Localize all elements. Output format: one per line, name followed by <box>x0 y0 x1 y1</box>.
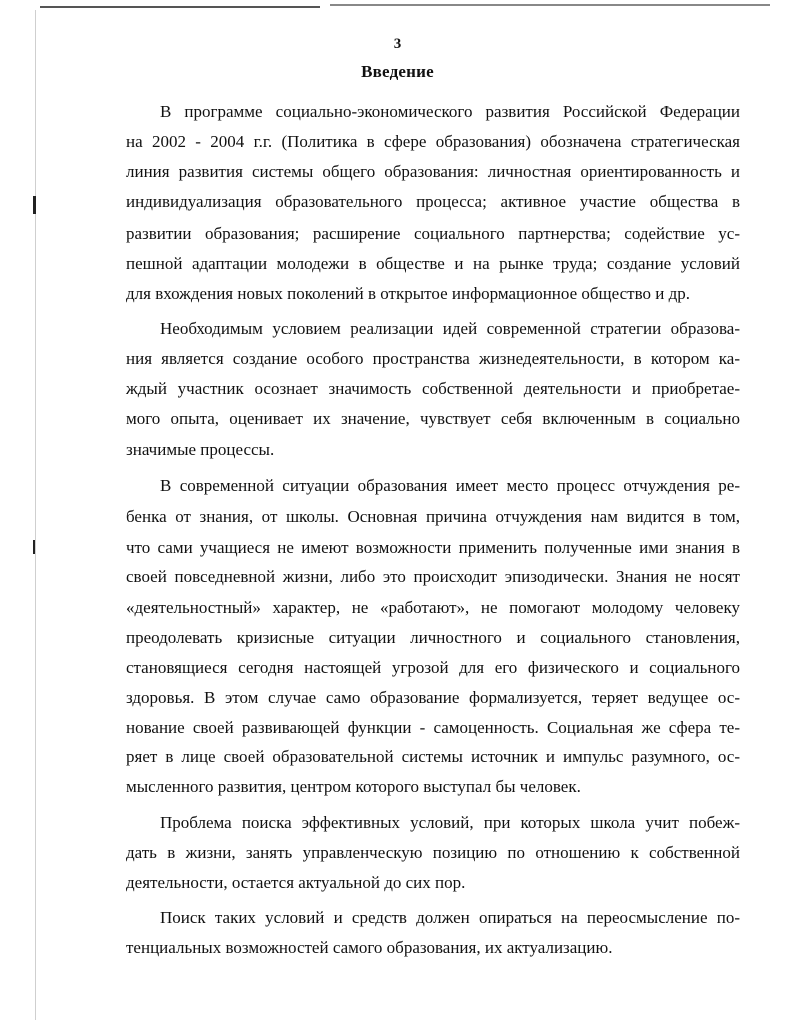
text-line: линия развития системы общего образования: личностная ориентированность и <box>126 162 740 181</box>
binding-margin-mark <box>33 540 35 554</box>
text-line: нование своей развивающей функции - самоценность. Социальная же сфера те- <box>126 718 740 737</box>
text-line: Необходимым условием реализации идей современной стратегии образова- <box>160 319 740 338</box>
text-line: «деятельностный» характер, не «работают», не помогают молодому человеку <box>126 598 740 617</box>
text-line: развитии образования; расширение социального партнерства; содействие ус- <box>126 224 740 243</box>
page-title: Введение <box>361 62 434 81</box>
text-line: на 2002 - 2004 г.г. (Политика в сфере образования) обозначена стратегическая <box>126 132 740 151</box>
page-number: 3 <box>393 36 402 52</box>
text-line: мысленного развития, центром которого выступал бы человек. <box>126 777 581 796</box>
text-line: Поиск таких условий и средств должен опираться на переосмысление по- <box>160 908 740 927</box>
binding-margin-mark <box>33 196 36 214</box>
text-line: тенциальных возможностей самого образования, их актуализацию. <box>126 938 613 957</box>
text-line: преодолевать кризисные ситуации личностного и социального становления, <box>126 628 740 647</box>
text-line: для вхождения новых поколений в открытое информационное общество и др. <box>126 284 690 303</box>
text-line: мого опыта, оценивает их значение, чувствует себя включенным в социально <box>126 409 740 428</box>
text-line: индивидуализация образовательного процесса; активное участие общества в <box>126 192 740 211</box>
scan-edge-line <box>40 6 320 8</box>
binding-margin-line <box>35 10 36 1020</box>
text-line: ждый участник осознает значимость собственной деятельности и приобретае- <box>126 379 740 398</box>
text-line: Проблема поиска эффективных условий, при которых школа учит побеж- <box>160 813 740 832</box>
text-line: дать в жизни, занять управленческую позицию по отношению к собственной <box>126 843 740 862</box>
text-line: значимые процессы. <box>126 440 275 459</box>
text-line: ния является создание особого пространства жизнедеятельности, в котором ка- <box>126 349 740 368</box>
text-line: пешной адаптации молодежи в обществе и на рынке труда; создание условий <box>126 254 740 273</box>
text-line: В программе социально-экономического развития Российской Федерации <box>160 102 740 121</box>
scan-edge-line <box>330 4 770 6</box>
text-line: своей повседневной жизни, либо это происходит эпизодически. Знания не носят <box>126 567 740 586</box>
text-line: деятельности, остается актуальной до сих пор. <box>126 873 466 892</box>
text-line: становящиеся сегодня настоящей угрозой для его физического и социального <box>126 658 740 677</box>
text-line: ряет в лице своей образовательной системы источник и импульс разумного, ос- <box>126 747 740 766</box>
text-line: бенка от знания, от школы. Основная причина отчуждения нам видится в том, <box>126 507 740 526</box>
text-line: здоровья. В этом случае само образование формализуется, теряет ведущее ос- <box>126 688 740 707</box>
text-line: В современной ситуации образования имеет место процесс отчуждения ре- <box>160 476 740 495</box>
text-line: что сами учащиеся не имеют возможности применить полученные ими знания в <box>126 538 740 557</box>
